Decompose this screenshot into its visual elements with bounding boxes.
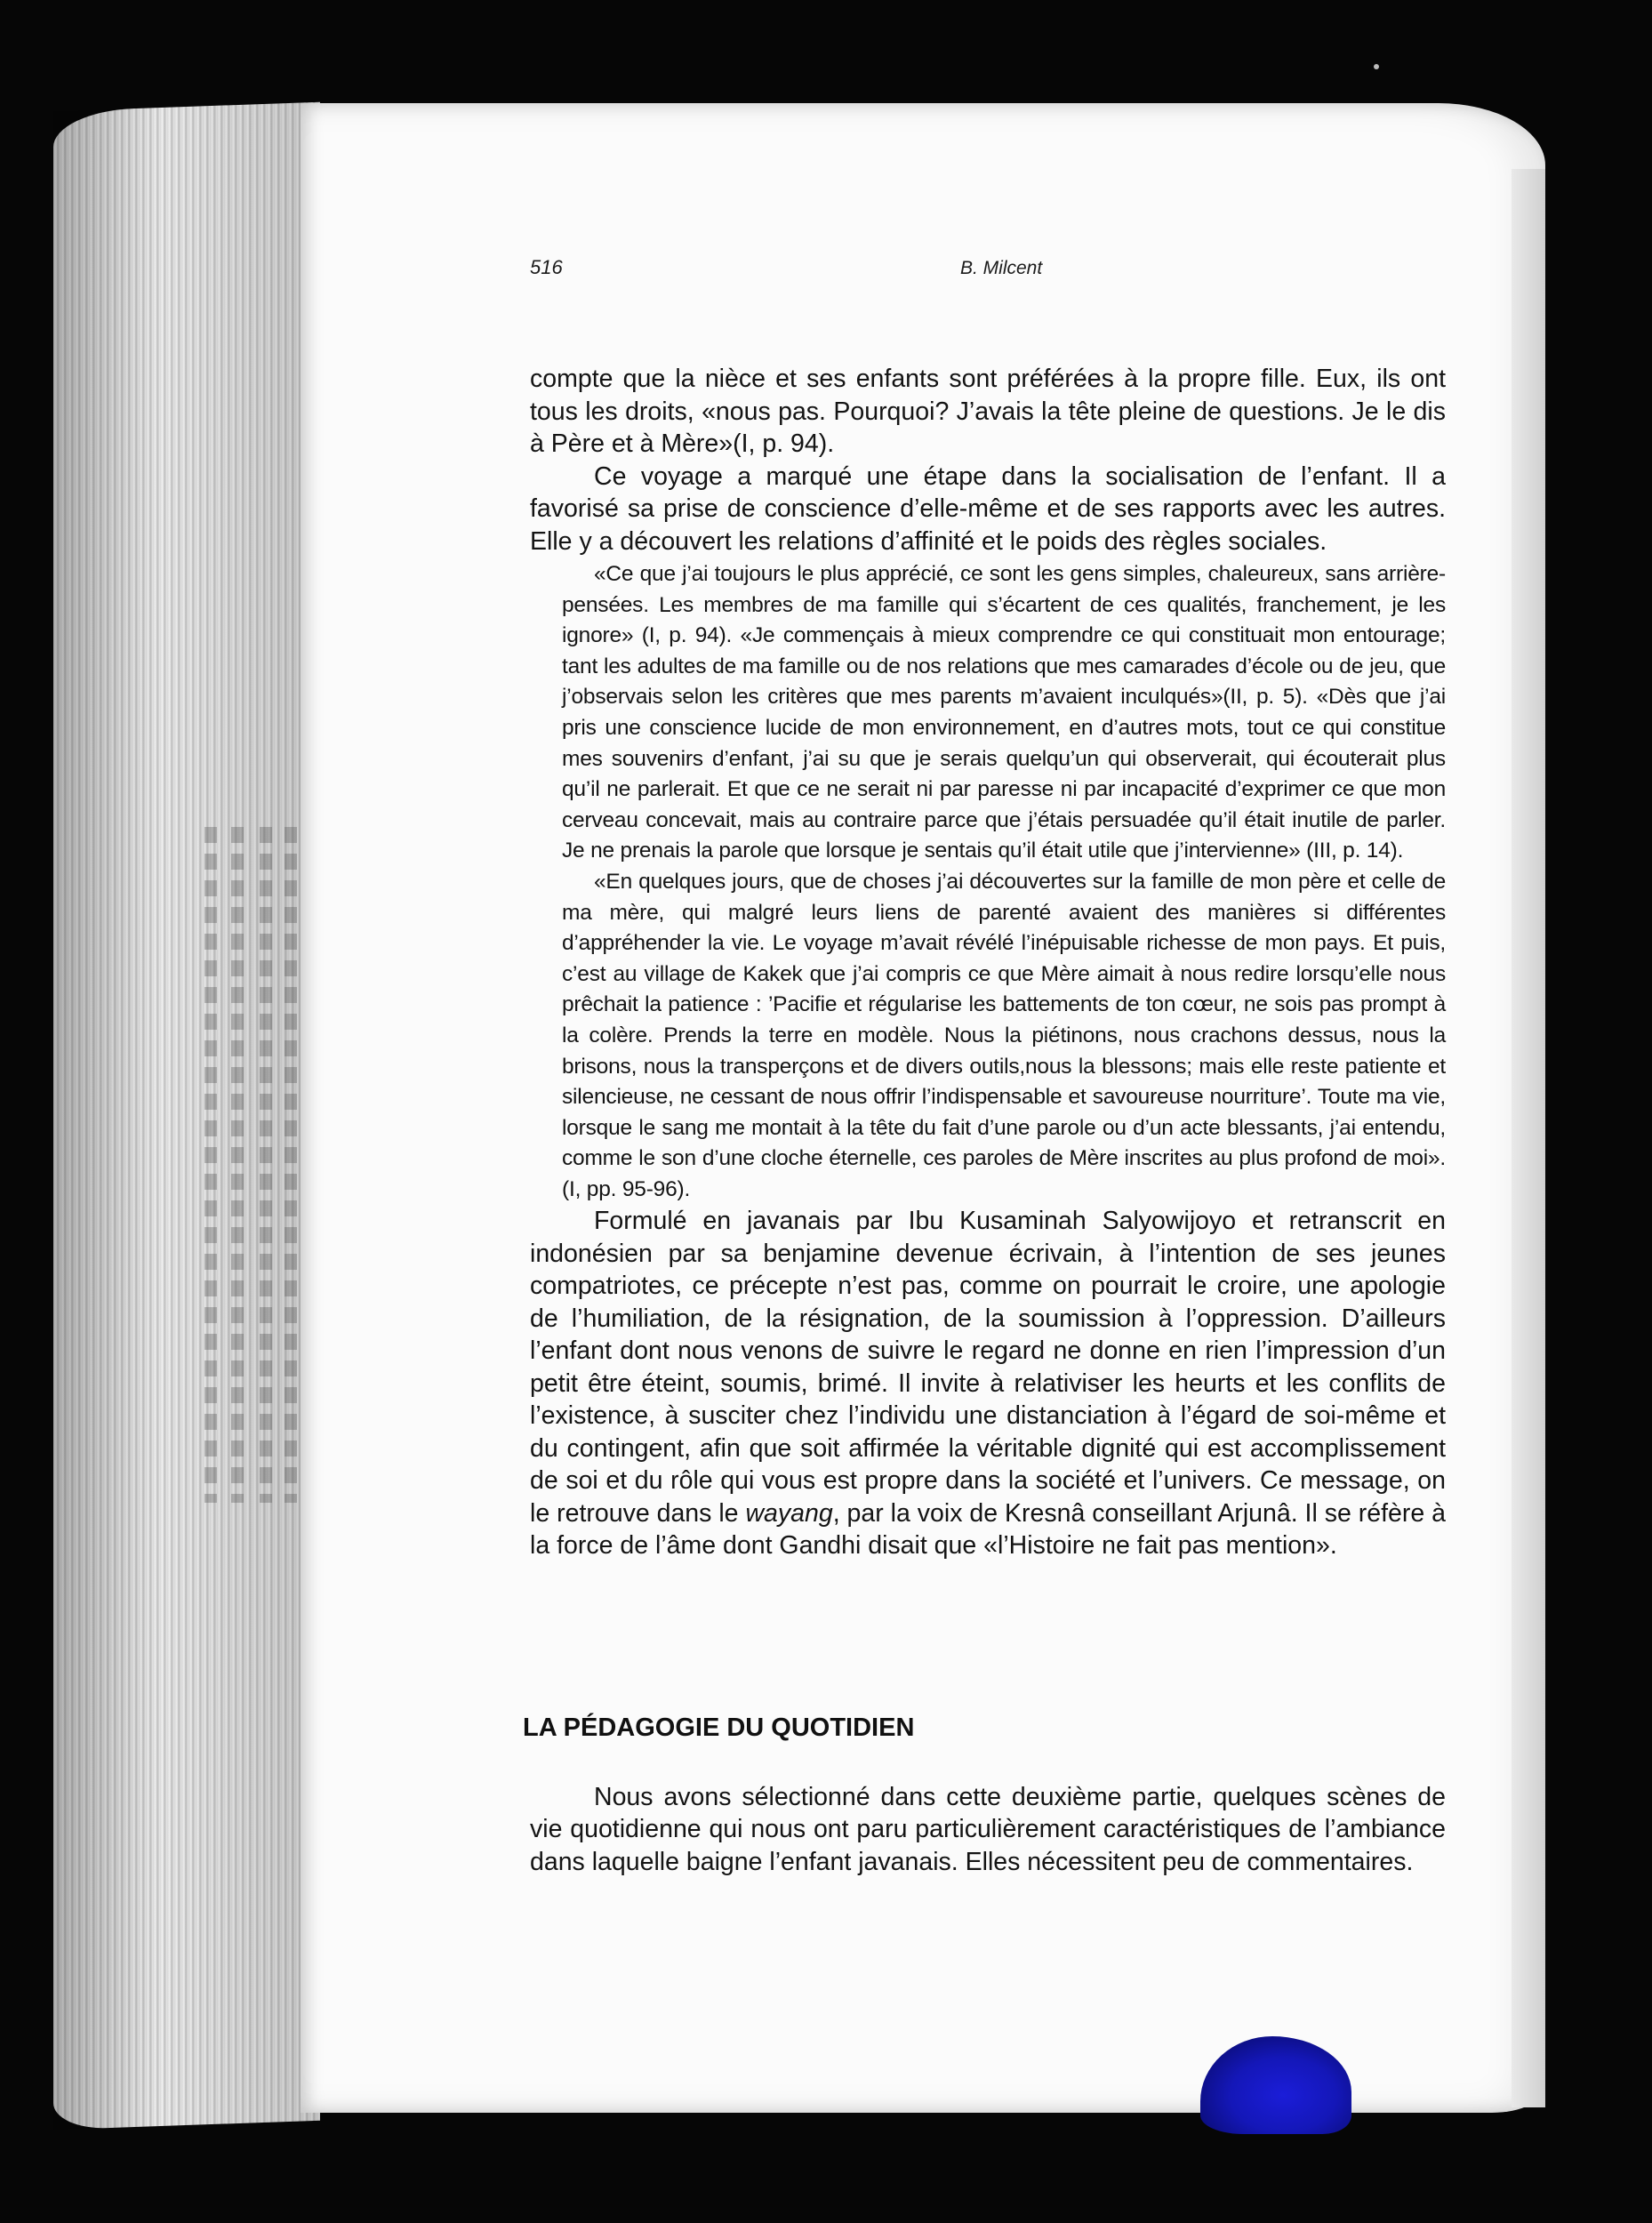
paragraph-precept-end: , par la voix de Kresnâ conseillant Arjunâ. Il se réfère à la force de l’âme dont Gandhi disait que «l’Histoire ne fait pas mention». [530, 1498, 1447, 1561]
wayang-italic: wayang [745, 1498, 833, 1528]
page-curl-edge [1512, 169, 1545, 2107]
block-quote-1: «Ce que j’ai toujours le plus apprécié, ce sont les gens simples, chaleureux, sans arrière-pensées. Les membres de ma famille qui s’écartent de ces qualités, franchement, je les ignore» (I, p. 94). «Je commençais à mieux comprendre ce qui constituait mon entourage; tant les adultes de ma famille ou de nos relations que mes camarades d’école ou de jeu, que j’observais selon les critères que mes parents m’avaient inculqués»(II, p. 5). «Dès que j’ai pris une conscience lucide de mon environnement, en d’autres mots, tout ce qui constitue mes souvenirs d’enfant, j’ai su que je serais quelqu’un qui observerait, qui écouterait plus qu’il ne parlerait. Et que ce ne serait ni par paresse ni par incapacité d’exprimer ce que mon cerveau concevait, mais au contraire parce que j’étais persuadée qu’il était inutile de parler. Je ne prenais la parole que lorsque je sentais qu’il était utile que j’intervienne» (III, p. 14). [562, 562, 1446, 863]
paragraph-precept [530, 1205, 1446, 1562]
running-head [0, 256, 1652, 292]
block-quote-2: «En quelques jours, que de choses j’ai découvertes sur la famille de mon père et celle de ma mère, qui malgré leurs liens de parenté avaient des manières si différentes d’appréhender la vie. Le voyage m’avait révélé l’inépuisable richesse de mon pays. Et puis, c’est au village de Kakek que j’ai compris ce que Mère aimait à nous redire lorsqu’elle nous prêchait la patience : ’Pacifie et régularise les battements de ton cœur, ne sois pas prompt à la colère. Prends la terre en modèle. Nous la piétinons, nous crachons dessus, nous la brisons, nous la transperçons et de divers outils,nous la blessons; mais elle reste patiente et silencieuse, ne cessant de nous offrir l’indispensable et savoureuse nourriture’. Toute ma vie, lorsque le sang me montait à la tête du fait d’une parole ou d’un acte blessants, j’ai entendu, comme le son d’une cloche éternelle, ces paroles de Mère inscrites au plus profond de moi». (I, pp. 95-96). [562, 869, 1446, 1201]
paragraph-precept-text: Formulé en javanais par Ibu Kusaminah Salyowijoyo et retranscrit en indonésien par sa benjamine devenue écrivain, à l’intention de ses jeunes compatriotes, ce précepte n’est pas, comme on pourrait le croire, une apologie de l’humiliation, de la résignation, de la soumission à l’oppression. D’ailleurs l’enfant dont nous venons de suivre le regard ne donne en rien l’impression d’un petit être éteint, soumis, brimé. Il invite à relativiser les heurts et les conflits de l’existence, à susciter chez l’individu une distanciation à l’égard de soi-même et du contingent, afin que soit affirmée la véritable dignité qui est accomplissement de soi et du rôle qui vous est propre dans la société et l’univers. Ce message, on le retrouve dans le [530, 1207, 1446, 1528]
paragraph-continuation: compte que la nièce et ses enfants sont préférées à la propre fille. Eux, ils ont tous les droits, «nous pas. Pourquoi? J’avais la tête pleine de questions. Je le dis à Père et à Mère»(I, p. 94). [530, 365, 1446, 458]
running-author: B. Milcent [960, 258, 1043, 278]
section-heading: LA PÉDAGOGIE DU QUOTIDIEN [523, 1713, 915, 1742]
paragraph-socialisation: Ce voyage a marqué une étape dans la socialisation de l’enfant. Il a favorisé sa prise de conscience d’elle-même et de ses rapports avec les autres. Elle y a découvert les relations d’affinité et le poids des règles sociales. [530, 461, 1446, 556]
paragraph-quotidien: Nous avons sélectionné dans cette deuxième partie, quelques scènes de vie quotidienne qui nous ont paru particulièrement caractéristiques de l’ambiance dans laquelle baigne l’enfant javanais. Elles nécessitent peu de commentaires. [530, 1782, 1446, 1876]
text-column [523, 363, 1447, 1878]
dust-speck [1374, 64, 1379, 69]
library-stamp-on-page-edges [196, 827, 302, 1503]
page-number: 516 [530, 256, 563, 278]
